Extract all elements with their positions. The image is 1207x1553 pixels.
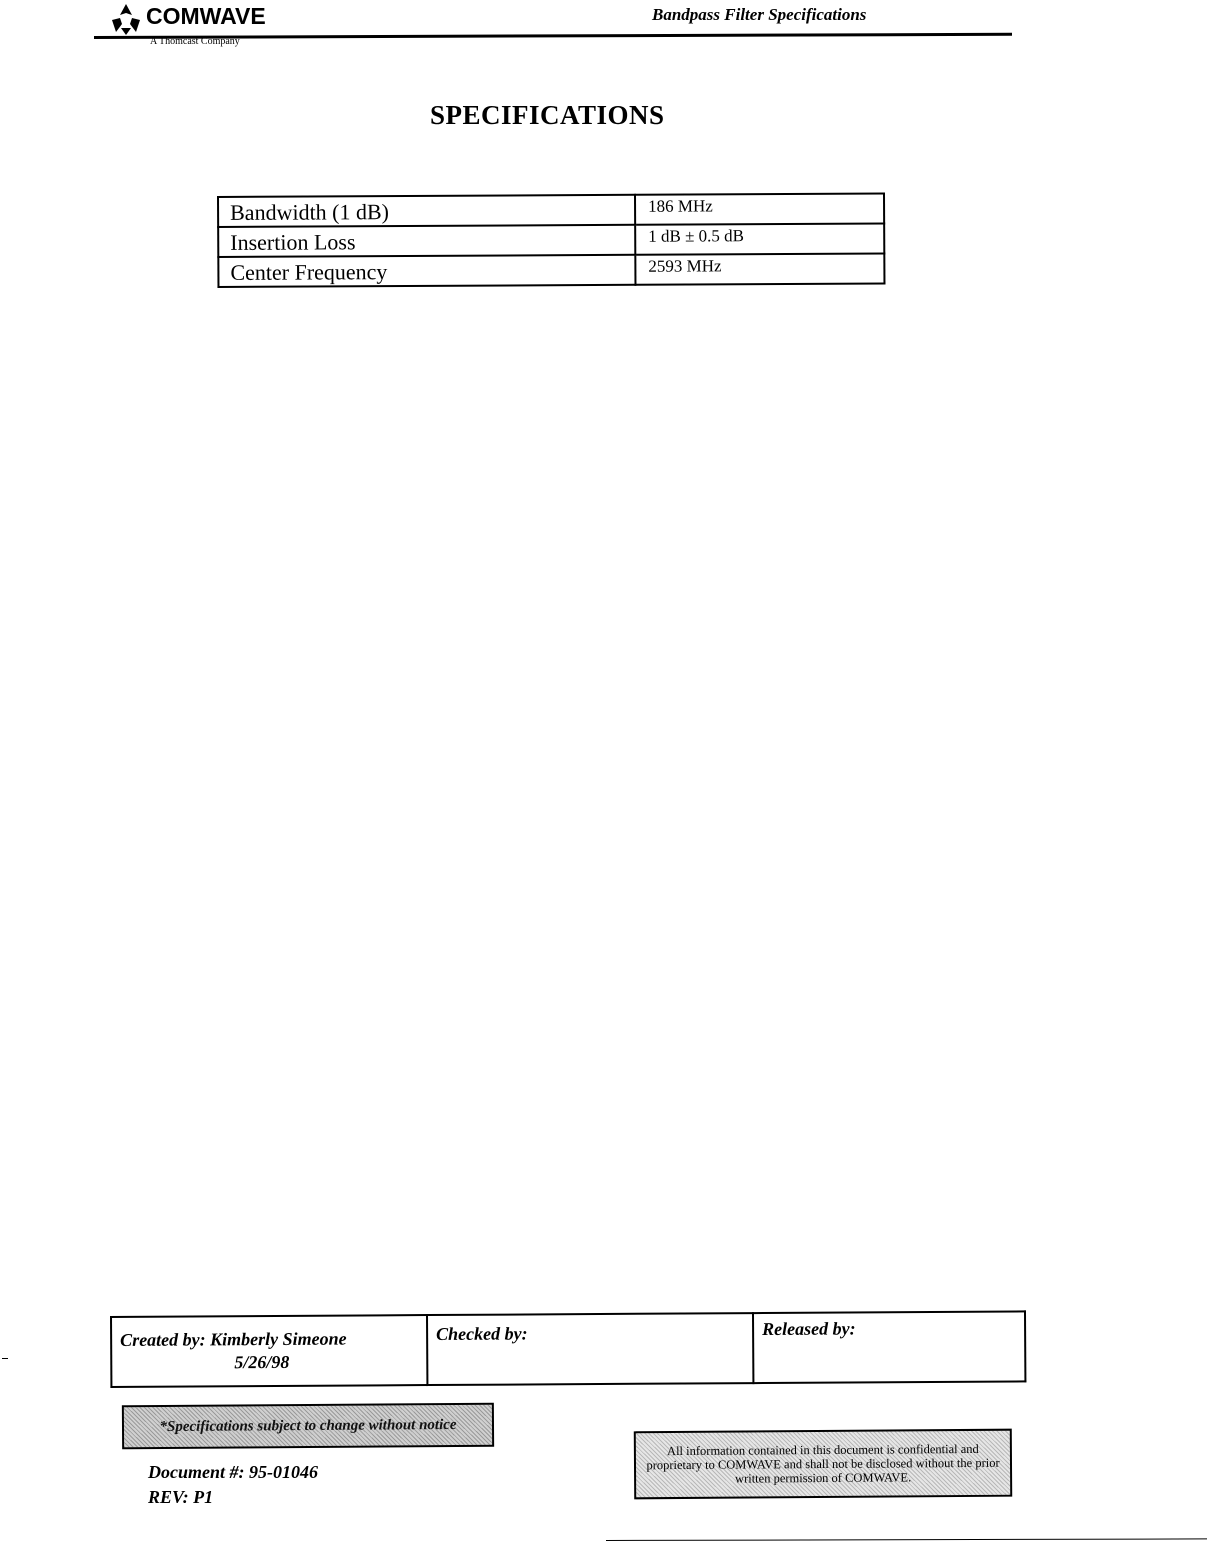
comwave-logo-icon [108, 2, 144, 36]
page-title: SPECIFICATIONS [430, 100, 665, 130]
document-rev: REV: P1 [148, 1487, 214, 1507]
created-by-cell [111, 1315, 427, 1387]
spec-label: Insertion Loss [218, 225, 635, 257]
document-number: Document #: 95-01046 [148, 1462, 318, 1482]
checked-by: Checked by: [436, 1323, 528, 1345]
specifications-table [217, 193, 885, 288]
spec-label: Bandwidth (1 dB) [218, 195, 635, 227]
margin-mark [2, 1358, 8, 1359]
page-header [0, 0, 1207, 60]
bottom-divider [606, 1538, 1207, 1541]
table-row [218, 224, 884, 257]
created-by: Created by: Kimberly Simeone [120, 1328, 347, 1350]
confidentiality-text: All information contained in this document is confidential and proprietary to COMWAVE and shall not be disclosed without the prior written permission of COMWAVE. [646, 1441, 1000, 1486]
change-notice-text: *Specifications subject to change without notice [159, 1416, 457, 1435]
change-notice [122, 1403, 494, 1450]
spec-label: Center Frequency [218, 255, 635, 287]
table-row [218, 194, 884, 227]
company-logo [108, 2, 288, 46]
document-info [148, 1460, 318, 1510]
confidentiality-notice [634, 1429, 1012, 1500]
checked-by-cell [427, 1313, 753, 1385]
table-row [218, 254, 884, 287]
released-by-cell [753, 1311, 1025, 1383]
spec-value: 186 MHz [635, 194, 884, 225]
released-by: Released by: [762, 1318, 856, 1340]
table-row [111, 1311, 1025, 1387]
logo-wordmark: COMWAVE [146, 3, 266, 29]
logo-tagline: A Thomcast Company [150, 36, 240, 47]
spec-value: 2593 MHz [635, 254, 884, 285]
created-date: 5/26/98 [234, 1351, 290, 1373]
spec-value: 1 dB ± 0.5 dB [635, 224, 884, 255]
header-title: Bandpass Filter Specifications [652, 5, 867, 24]
signoff-table [110, 1310, 1026, 1388]
